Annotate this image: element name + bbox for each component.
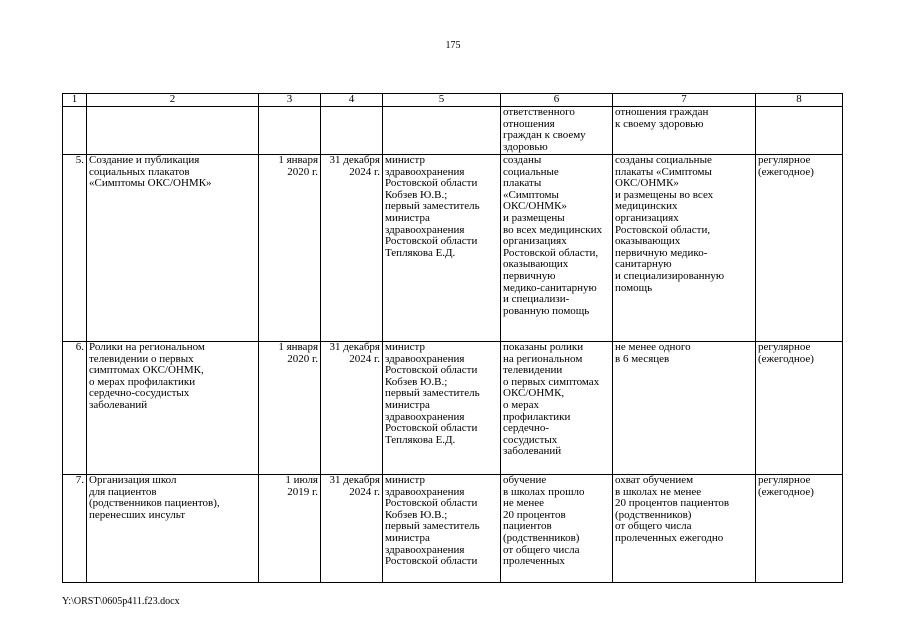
- indicator: охват обучением в школах не менее 20 процентов пациентов (родственников) от общего числа пролеченных ежегодно: [613, 475, 756, 583]
- start-date: 1 января 2020 г.: [259, 342, 321, 475]
- header-cell: 4: [321, 94, 383, 107]
- frequency: регулярное (ежегодное): [756, 342, 843, 475]
- frequency: [756, 107, 843, 155]
- responsible: министр здравоохранения Ростовской области Кобзев Ю.В.; первый заместитель министра здравоохранения Ростовской области: [383, 475, 501, 583]
- frequency: регулярное (ежегодное): [756, 155, 843, 342]
- measure-name: Ролики на региональном телевидении о первых симптомах ОКС/ОНМК, о мерах профилактики сердечно-сосудистых заболеваний: [87, 342, 259, 475]
- start-date: 1 января 2020 г.: [259, 155, 321, 342]
- result: показаны ролики на региональном телевидении о первых симптомах ОКС/ОНМК, о мерах профилактики сердечно- сосудистых заболеваний: [501, 342, 613, 475]
- end-date: 31 декабря 2024 г.: [321, 155, 383, 342]
- row-number: 6.: [63, 342, 87, 475]
- table-row: [63, 475, 843, 583]
- start-date: 1 июля 2019 г.: [259, 475, 321, 583]
- row-number: [63, 107, 87, 155]
- end-date: 31 декабря 2024 г.: [321, 475, 383, 583]
- header-cell: 3: [259, 94, 321, 107]
- header-cell: 1: [63, 94, 87, 107]
- document-path-footer: Y:\ORST\0605p411.f23.docx: [62, 596, 180, 607]
- measure-name: [87, 107, 259, 155]
- start-date: [259, 107, 321, 155]
- result: ответственного отношения граждан к своему здоровью: [501, 107, 613, 155]
- header-cell: 2: [87, 94, 259, 107]
- responsible: министр здравоохранения Ростовской области Кобзев Ю.В.; первый заместитель министра здравоохранения Ростовской области Теплякова Е.Д.: [383, 342, 501, 475]
- header-cell: 6: [501, 94, 613, 107]
- indicator: отношения граждан к своему здоровью: [613, 107, 756, 155]
- end-date: [321, 107, 383, 155]
- row-number: 7.: [63, 475, 87, 583]
- frequency: регулярное (ежегодное): [756, 475, 843, 583]
- table-row: [63, 155, 843, 342]
- indicator: созданы социальные плакаты «Симптомы ОКС/ОНМК» и размещены во всех медицинских организациях Ростовской области, оказывающих первичную медико- санитарную и специализированную помощь: [613, 155, 756, 342]
- measure-name: Организация школ для пациентов (родственников пациентов), перенесших инсульт: [87, 475, 259, 583]
- header-cell: 8: [756, 94, 843, 107]
- measures-table: [62, 93, 843, 583]
- page-number: 175: [445, 40, 461, 51]
- indicator: не менее одного в 6 месяцев: [613, 342, 756, 475]
- table-row: [63, 342, 843, 475]
- measure-name: Создание и публикация социальных плакатов «Симптомы ОКС/ОНМК»: [87, 155, 259, 342]
- table-row: [63, 107, 843, 155]
- header-cell: 5: [383, 94, 501, 107]
- result: обучение в школах прошло не менее 20 процентов пациентов (родственников) от общего числа пролеченных: [501, 475, 613, 583]
- row-number: 5.: [63, 155, 87, 342]
- header-row: [63, 94, 843, 107]
- responsible: министр здравоохранения Ростовской области Кобзев Ю.В.; первый заместитель министра здравоохранения Ростовской области Теплякова Е.Д.: [383, 155, 501, 342]
- end-date: 31 декабря 2024 г.: [321, 342, 383, 475]
- header-cell: 7: [613, 94, 756, 107]
- responsible: [383, 107, 501, 155]
- result: созданы социальные плакаты «Симптомы ОКС/ОНМК» и размещены во всех медицинских организациях Ростовской области, оказывающих первичную медико-санитарную и специализи- рованную помощь: [501, 155, 613, 342]
